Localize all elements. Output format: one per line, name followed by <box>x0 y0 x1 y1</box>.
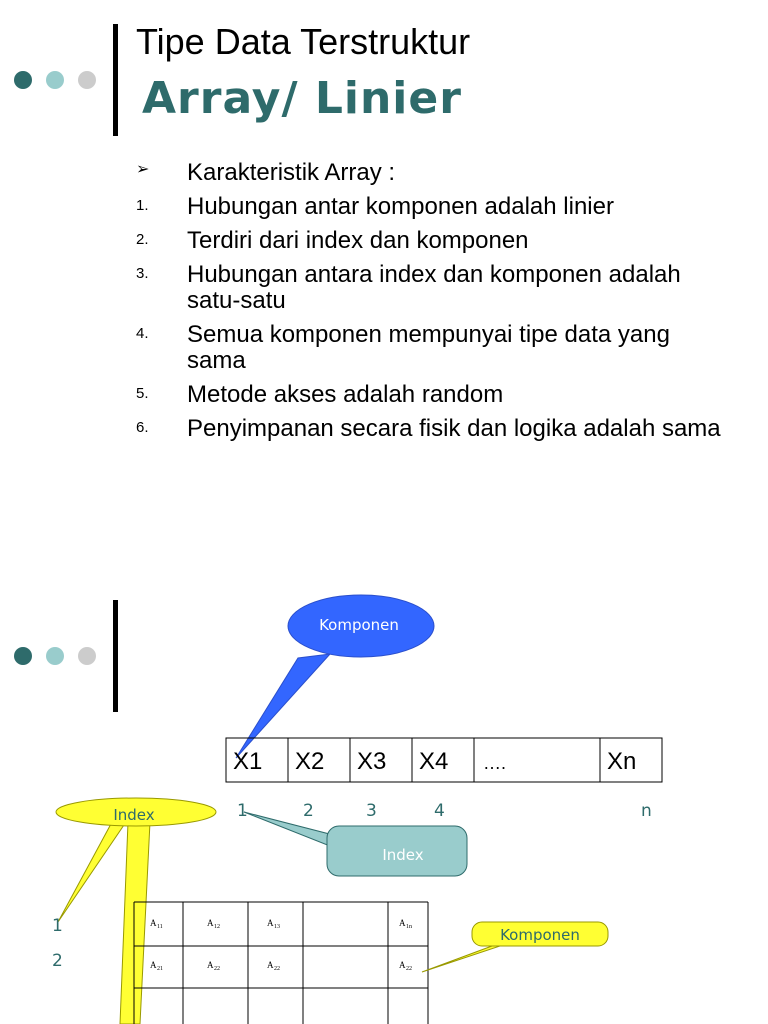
matrix-cell <box>399 918 412 930</box>
row-number: 1 <box>52 916 63 936</box>
svg-text:A: A <box>267 960 274 970</box>
svg-text:A: A <box>207 918 214 928</box>
svg-text:21: 21 <box>157 966 163 972</box>
callout-label: Komponen <box>319 616 399 634</box>
index-label: 4 <box>434 801 445 821</box>
list-item <box>134 382 734 408</box>
svg-text:22: 22 <box>406 966 412 972</box>
array-cell: X4 <box>419 748 449 775</box>
list-item-text: Hubungan antara index dan komponen adalah satu-satu <box>187 261 681 314</box>
list-item <box>134 160 734 186</box>
matrix-cell <box>267 918 280 930</box>
list-number: 3. <box>136 265 149 282</box>
svg-text:22: 22 <box>214 966 220 972</box>
list-number: 1. <box>136 197 149 214</box>
array-cell: X3 <box>357 748 387 775</box>
list-number: 2. <box>136 231 149 248</box>
list-item <box>134 322 734 374</box>
list-item-text: Semua komponen mempunyai tipe data yang sama <box>187 321 670 374</box>
array-cell: X1 <box>233 748 263 775</box>
matrix-cell <box>207 960 220 972</box>
list-item <box>134 416 734 442</box>
row-number: 2 <box>52 951 63 971</box>
array-cell: Xn <box>607 748 637 775</box>
arrow-bullet-icon: ➢ <box>136 161 150 178</box>
svg-text:1n: 1n <box>406 924 412 930</box>
callout-label: Index <box>382 846 424 864</box>
list-item-text: Karakteristik Array : <box>187 159 396 186</box>
list-item-text: Metode akses adalah random <box>187 381 504 408</box>
svg-text:A: A <box>150 918 157 928</box>
matrix-cell <box>150 918 163 930</box>
list-number: 4. <box>136 325 149 342</box>
index-label: n <box>641 801 652 821</box>
svg-text:A: A <box>150 960 157 970</box>
list-item <box>134 194 734 220</box>
list-item <box>134 262 734 314</box>
list-number: 5. <box>136 385 149 402</box>
index-label: 1 <box>237 801 248 821</box>
list-number: 6. <box>136 419 149 436</box>
callout-index-teal <box>244 812 467 876</box>
matrix-cell <box>150 960 163 972</box>
matrix-grid <box>134 902 428 1024</box>
callout-komponen-blue <box>236 595 434 758</box>
matrix-cell <box>207 918 220 930</box>
matrix-cell <box>267 960 280 972</box>
svg-text:22: 22 <box>274 966 280 972</box>
svg-text:A: A <box>399 960 406 970</box>
matrix-cell <box>399 960 412 972</box>
title-divider <box>113 24 118 136</box>
callout-label: Komponen <box>500 926 580 944</box>
svg-text:11: 11 <box>157 924 163 930</box>
list-item-text: Penyimpanan secara fisik dan logika adalah sama <box>187 415 721 442</box>
bullet-dot-light <box>78 71 96 89</box>
array-diagram <box>0 576 768 1024</box>
list-item-text: Hubungan antar komponen adalah linier <box>187 193 614 220</box>
svg-text:A: A <box>399 918 406 928</box>
slide-2 <box>0 576 768 1024</box>
svg-text:12: 12 <box>214 924 220 930</box>
svg-text:A: A <box>207 960 214 970</box>
index-label: 2 <box>303 801 314 821</box>
index-label: 3 <box>366 801 377 821</box>
callout-label: Index <box>113 806 155 824</box>
slide-subtitle: Array/ Linier <box>142 73 462 124</box>
callout-index-yellow <box>56 798 216 1024</box>
bullet-list <box>134 160 734 450</box>
callout-komponen-yellow <box>422 922 608 972</box>
svg-text:13: 13 <box>274 924 280 930</box>
slide-title: Tipe Data Terstruktur <box>136 21 471 62</box>
array-cell: X2 <box>295 748 325 775</box>
array-cell: …. <box>483 753 507 773</box>
list-item-text: Terdiri dari index dan komponen <box>187 227 529 254</box>
bullet-dot-mid <box>46 71 64 89</box>
list-item <box>134 228 734 254</box>
svg-text:A: A <box>267 918 274 928</box>
bullet-dot-dark <box>14 71 32 89</box>
